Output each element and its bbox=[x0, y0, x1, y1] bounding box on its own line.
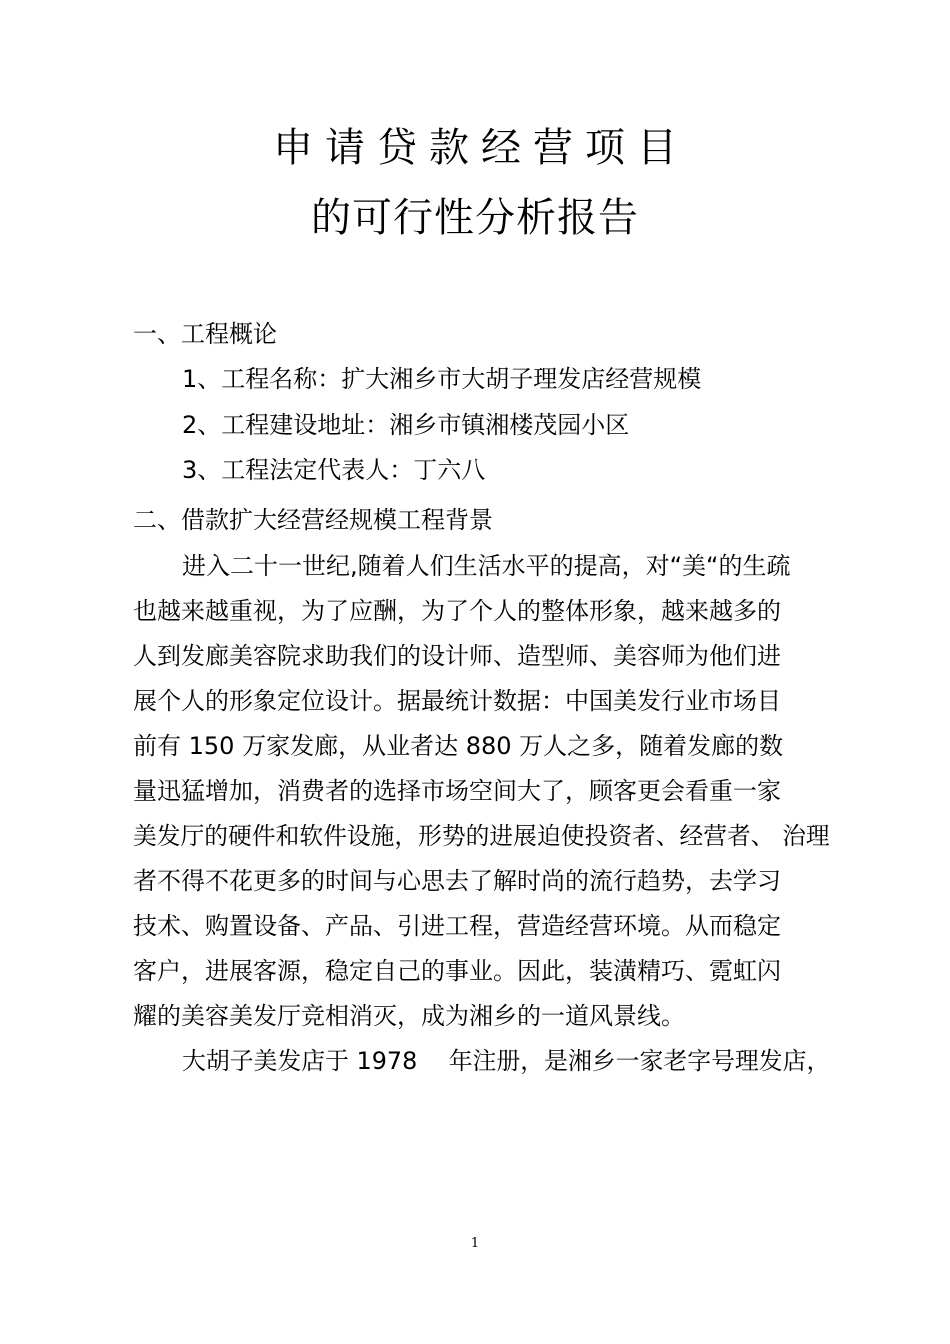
paragraph1-line: 也越来越重视，为了应酬，为了个人的整体形象，越来越多的 bbox=[133, 597, 781, 625]
paragraph1-line: 量迅猛增加，消费者的选择市场空间大了，顾客更会看重一家 bbox=[133, 777, 781, 805]
paragraph1-line: 前有 150 万家发廊，从业者达 880 万人之多，随着发廊的数 bbox=[133, 732, 784, 760]
section2-heading: 二、借款扩大经营经规模工程背景 bbox=[133, 506, 493, 534]
paragraph1-line: 客户，进展客源，稳定自己的事业。因此，装潢精巧、霓虹闪 bbox=[133, 957, 781, 985]
paragraph1-line: 耀的美容美发厅竞相消灭，成为湘乡的一道风景线。 bbox=[133, 1002, 685, 1030]
section1-item-address: 2、工程建设地址：湘乡市镇湘楼茂园小区 bbox=[182, 411, 630, 439]
title-line-1: 申请贷款经营项目 bbox=[273, 125, 689, 171]
section1-item-name: 1、工程名称：扩大湘乡市大胡子理发店经营规模 bbox=[182, 365, 702, 393]
page-number: 1 bbox=[470, 1236, 480, 1251]
section1-heading: 一、工程概论 bbox=[133, 320, 277, 348]
paragraph1-line: 展个人的形象定位设计。据最统计数据：中国美发行业市场目 bbox=[133, 687, 781, 715]
paragraph2-line: 大胡子美发店于 1978 年注册，是湘乡一家老字号理发店， bbox=[182, 1047, 831, 1075]
section1-item-representative: 3、工程法定代表人：丁六八 bbox=[182, 456, 486, 484]
paragraph1-line: 人到发廊美容院求助我们的设计师、造型师、美容师为他们进 bbox=[133, 642, 781, 670]
paragraph1-line: 美发厅的硬件和软件设施，形势的进展迫使投资者、经营者、 治理 bbox=[133, 822, 830, 850]
paragraph1-line: 进入二十一世纪,随着人们生活水平的提高，对“美“的生疏 bbox=[182, 552, 791, 580]
paragraph1-line: 技术、购置设备、产品、引进工程，营造经营环境。从而稳定 bbox=[133, 912, 781, 940]
title-line-2: 的可行性分析报告 bbox=[311, 195, 639, 241]
paragraph1-line: 者不得不花更多的时间与心思去了解时尚的流行趋势，去学习 bbox=[133, 867, 781, 895]
